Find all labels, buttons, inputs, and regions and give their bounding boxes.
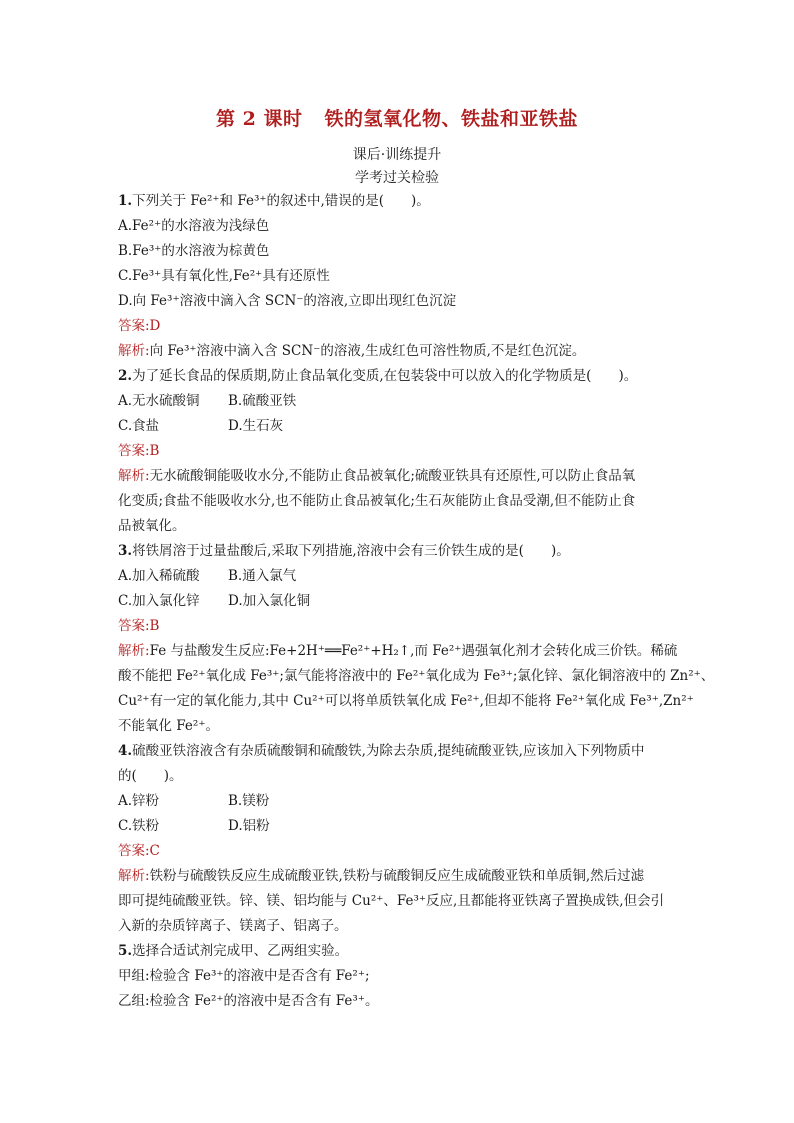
q1-answer: 答案:D <box>118 318 161 334</box>
title-lesson: 第 2 课时 <box>216 108 303 130</box>
q1-stem: 1.下列关于 Fe²⁺和 Fe³⁺的叙述中,错误的是( )。 <box>118 193 430 209</box>
q2-option-c: C.食盐 <box>118 418 160 434</box>
q4-option-a: A.锌粉 <box>118 793 160 809</box>
q3-option-b: B.通入氯气 <box>228 568 297 584</box>
q4-stem-1: 4.硫酸亚铁溶液含有杂质硫酸铜和硫酸铁,为除去杂质,提纯硫酸亚铁,应该加入下列物质中 <box>118 743 645 759</box>
q3-option-a: A.加入稀硫酸 <box>118 568 200 584</box>
q2-option-d: D.生石灰 <box>228 418 284 434</box>
section-subtitle: 课后·训练提升 <box>352 147 442 163</box>
q4-answer: 答案:C <box>118 843 160 859</box>
q3-stem: 3.将铁屑溶于过量盐酸后,采取下列措施,溶液中会有三价铁生成的是( )。 <box>118 543 570 559</box>
page-title <box>0 104 794 131</box>
q5-group-b: 乙组:检验含 Fe²⁺的溶液中是否含有 Fe³⁺。 <box>118 993 379 1009</box>
q1-analysis: 解析:向 Fe³⁺溶液中滴入含 SCN⁻的溶液,生成红色可溶性物质,不是红色沉淀。 <box>118 343 586 359</box>
q3-analysis-2: 酸不能把 Fe²⁺氧化成 Fe³⁺;氯气能将溶液中的 Fe²⁺氧化成为 Fe³⁺;氯化锌、氯化铜溶液中的 Zn²⁺、 <box>118 668 715 684</box>
q1-option-b: B.Fe³⁺的水溶液为棕黄色 <box>118 243 270 259</box>
q1-option-d: D.向 Fe³⁺溶液中滴入含 SCN⁻的溶液,立即出现红色沉淀 <box>118 293 457 309</box>
q3-option-c: C.加入氯化锌 <box>118 593 200 609</box>
q4-analysis-3: 入新的杂质锌离子、镁离子、铝离子。 <box>118 918 348 934</box>
q3-answer: 答案:B <box>118 618 160 634</box>
section-subtitle-2: 学考过关检验 <box>355 170 439 186</box>
q2-option-a: A.无水硫酸铜 <box>118 393 200 409</box>
title-topic: 铁的氢氧化物、铁盐和亚铁盐 <box>324 108 578 130</box>
q2-analysis-1: 解析:无水硫酸铜能吸收水分,不能防止食品被氧化;硫酸亚铁具有还原性,可以防止食品氧 <box>118 468 636 484</box>
q4-option-b: B.镁粉 <box>228 793 270 809</box>
q5-group-a: 甲组:检验含 Fe³⁺的溶液中是否含有 Fe²⁺; <box>118 968 370 984</box>
q2-option-b: B.硫酸亚铁 <box>228 393 297 409</box>
q4-stem-2: 的( )。 <box>118 768 183 784</box>
q3-option-d: D.加入氯化铜 <box>228 593 311 609</box>
q2-analysis-3: 品被氧化。 <box>118 518 186 534</box>
q4-analysis-2: 即可提纯硫酸亚铁。锌、镁、铝均能与 Cu²⁺、Fe³⁺反应,且都能将亚铁离子置换成铁,但会引 <box>118 893 665 909</box>
q2-answer: 答案:B <box>118 443 160 459</box>
q4-option-d: D.铝粉 <box>228 818 270 834</box>
q4-option-c: C.铁粉 <box>118 818 160 834</box>
q3-analysis-3: Cu²⁺有一定的氧化能力,其中 Cu²⁺可以将单质铁氧化成 Fe²⁺,但却不能将 Fe²⁺氧化成 Fe³⁺,Zn²⁺ <box>118 693 694 709</box>
q4-analysis-1: 解析:铁粉与硫酸铁反应生成硫酸亚铁,铁粉与硫酸铜反应生成硫酸亚铁和单质铜,然后过滤 <box>118 868 645 884</box>
q5-stem: 5.选择合适试剂完成甲、乙两组实验。 <box>118 943 349 959</box>
q1-option-c: C.Fe³⁺具有氧化性,Fe²⁺具有还原性 <box>118 268 330 284</box>
q1-option-a: A.Fe²⁺的水溶液为浅绿色 <box>118 218 270 234</box>
q2-stem: 2.为了延长食品的保质期,防止食品氧化变质,在包装袋中可以放入的化学物质是( )。 <box>118 368 638 384</box>
q3-analysis-4: 不能氧化 Fe²⁺。 <box>118 718 219 734</box>
q3-analysis-1: 解析:Fe 与盐酸发生反应:Fe+2H⁺══Fe²⁺+H₂↑,而 Fe²⁺遇强氧化剂才会转化成三价铁。稀硫 <box>118 643 678 659</box>
q2-analysis-2: 化变质;食盐不能吸收水分,也不能防止食品被氧化;生石灰能防止食品受潮,但不能防止食 <box>118 493 636 509</box>
